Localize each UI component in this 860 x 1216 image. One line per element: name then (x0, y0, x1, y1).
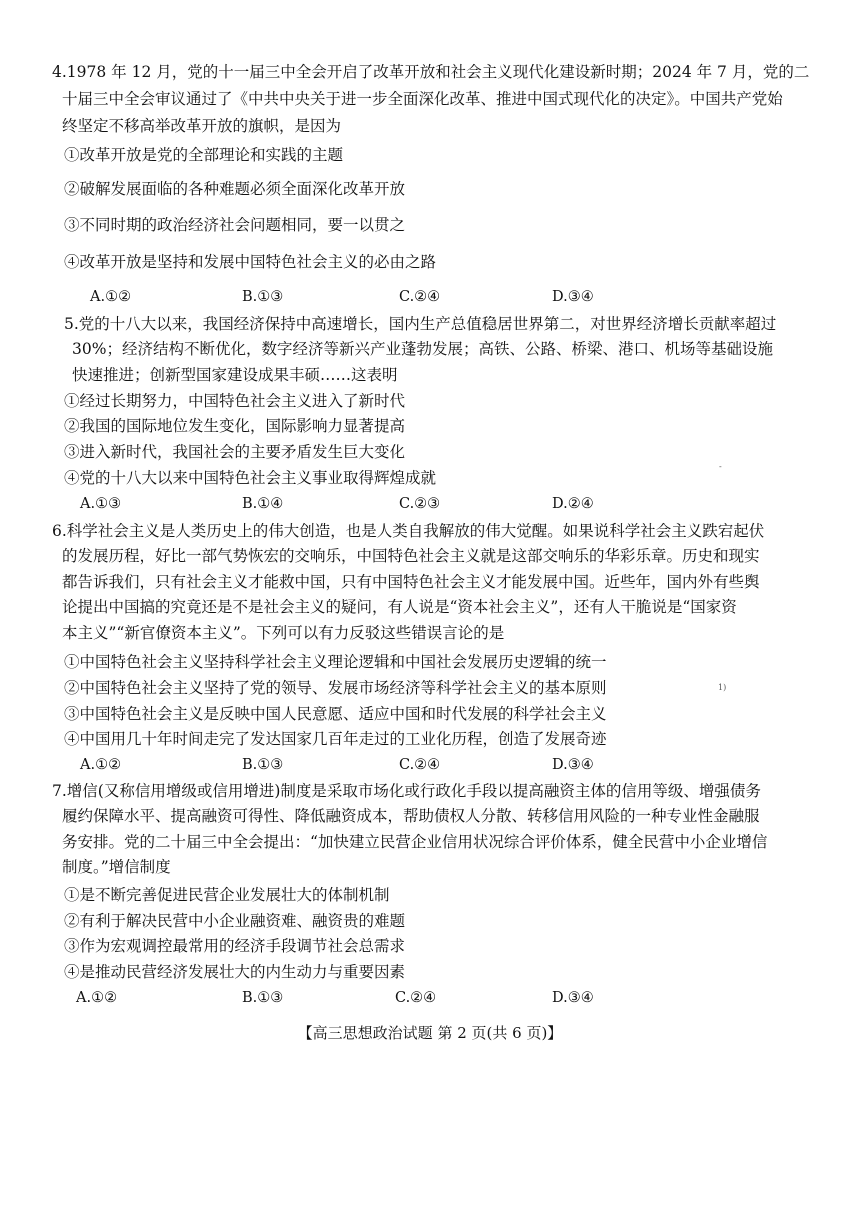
question-4-option-2: ②破解发展面临的各种难题必须全面深化改革开放 (64, 180, 406, 198)
question-6-stem-line-4: 论提出中国搞的究竟还是不是社会主义的疑问，有人说是“资本社会主义”，还有人干脆说是“国家资 (62, 598, 737, 616)
page-footer: 【高三思想政治试题 第 2 页(共 6 页)】 (297, 1024, 563, 1042)
choice-b[interactable]: B.①③ (242, 990, 284, 1006)
choice-a[interactable]: A.①② (90, 289, 132, 305)
question-5-stem-line-2: 30%；经济结构不断优化，数字经济等新兴产业蓬勃发展；高铁、公路、桥梁、港口、机场等基础设施 (72, 340, 773, 358)
question-5-stem-line-1: 5.党的十八大以来，我国经济保持中高速增长，国内生产总值稳居世界第二，对世界经济增长贡献率超过 (64, 315, 777, 333)
question-6-option-4: ④中国用几十年时间走完了发达国家几百年走过的工业化历程，创造了发展奇迹 (64, 730, 607, 748)
question-7-stem-line-2: 履约保障水平、提高融资可得性、降低融资成本，帮助债权人分散、转移信用风险的一种专业性金融服 (62, 807, 760, 825)
question-6-option-1: ①中国特色社会主义坚持科学社会主义理论逻辑和中国社会发展历史逻辑的统一 (64, 653, 607, 671)
stray-note: 1) (718, 683, 727, 692)
question-4-stem-line-2: 十届三中全会审议通过了《中共中央关于进一步全面深化改革、推进中国式现代化的决定》。中国共产党始 (62, 90, 783, 108)
question-4-stem-line-1: 4.1978 年 12 月，党的十一届三中全会开启了改革开放和社会主义现代化建设新时期；2024 年 7 月，党的二 (52, 63, 810, 81)
question-6-option-3: ③中国特色社会主义是反映中国人民意愿、适应中国和时代发展的科学社会主义 (64, 705, 607, 723)
question-6-stem-line-5: 本主义”“新官僚资本主义”。下列可以有力反驳这些错误言论的是 (62, 624, 505, 642)
choice-d[interactable]: D.②④ (552, 496, 594, 512)
question-7-option-2: ②有利于解决民营中小企业融资难、融资贵的难题 (64, 912, 406, 930)
choice-a[interactable]: A.①② (80, 757, 122, 773)
question-5-option-4: ④党的十八大以来中国特色社会主义事业取得辉煌成就 (64, 469, 437, 487)
choice-c[interactable]: C.②④ (399, 757, 441, 773)
question-4-option-3: ③不同时期的政治经济社会问题相同，要一以贯之 (64, 216, 406, 234)
question-5-option-2: ②我国的国际地位发生变化，国际影响力显著提高 (64, 417, 406, 435)
question-7-option-4: ④是推动民营经济发展壮大的内生动力与重要因素 (64, 963, 406, 981)
question-7-option-1: ①是不断完善促进民营企业发展壮大的体制机制 (64, 886, 390, 904)
question-7-stem-line-4: 制度。”增信制度 (62, 858, 171, 876)
question-4-option-4: ④改革开放是坚持和发展中国特色社会主义的必由之路 (64, 253, 437, 271)
question-4-option-1: ①改革开放是党的全部理论和实践的主题 (64, 146, 344, 164)
question-6-stem-line-3: 都告诉我们，只有社会主义才能救中国，只有中国特色社会主义才能发展中国。近些年，国内外有些舆 (62, 573, 760, 591)
question-7-option-3: ③作为宏观调控最常用的经济手段调节社会总需求 (64, 937, 406, 955)
choice-d[interactable]: D.③④ (552, 757, 594, 773)
choice-d[interactable]: D.③④ (552, 990, 594, 1006)
choice-b[interactable]: B.①④ (242, 496, 284, 512)
choice-a[interactable]: A.①③ (80, 496, 122, 512)
stray-mark: - (719, 462, 722, 471)
choice-b[interactable]: B.①③ (242, 289, 284, 305)
question-7-stem-line-1: 7.增信(又称信用增级或信用增进)制度是采取市场化或行政化手段以提高融资主体的信用等级、增强债务 (52, 782, 761, 800)
choice-d[interactable]: D.③④ (552, 289, 594, 305)
question-6-stem-line-2: 的发展历程，好比一部气势恢宏的交响乐，中国特色社会主义就是这部交响乐的华彩乐章。历史和现实 (62, 547, 760, 565)
question-5-stem-line-3: 快速推进；创新型国家建设成果丰硕……这表明 (72, 366, 398, 384)
question-4-stem-line-3: 终坚定不移高举改革开放的旗帜，是因为 (62, 117, 342, 135)
question-6-option-2: ②中国特色社会主义坚持了党的领导、发展市场经济等科学社会主义的基本原则 (64, 679, 607, 697)
choice-c[interactable]: C.②④ (395, 990, 437, 1006)
question-5-option-3: ③进入新时代，我国社会的主要矛盾发生巨大变化 (64, 443, 406, 461)
question-7-stem-line-3: 务安排。党的二十届三中全会提出：“加快建立民营企业信用状况综合评价体系，健全民营中小企业增信 (62, 833, 768, 851)
choice-c[interactable]: C.②④ (399, 289, 441, 305)
choice-b[interactable]: B.①③ (242, 757, 284, 773)
question-6-stem-line-1: 6.科学社会主义是人类历史上的伟大创造，也是人类自我解放的伟大觉醒。如果说科学社会主义跌宕起伏 (52, 522, 765, 540)
choice-a[interactable]: A.①② (76, 990, 118, 1006)
choice-c[interactable]: C.②③ (399, 496, 441, 512)
question-5-option-1: ①经过长期努力，中国特色社会主义进入了新时代 (64, 392, 406, 410)
